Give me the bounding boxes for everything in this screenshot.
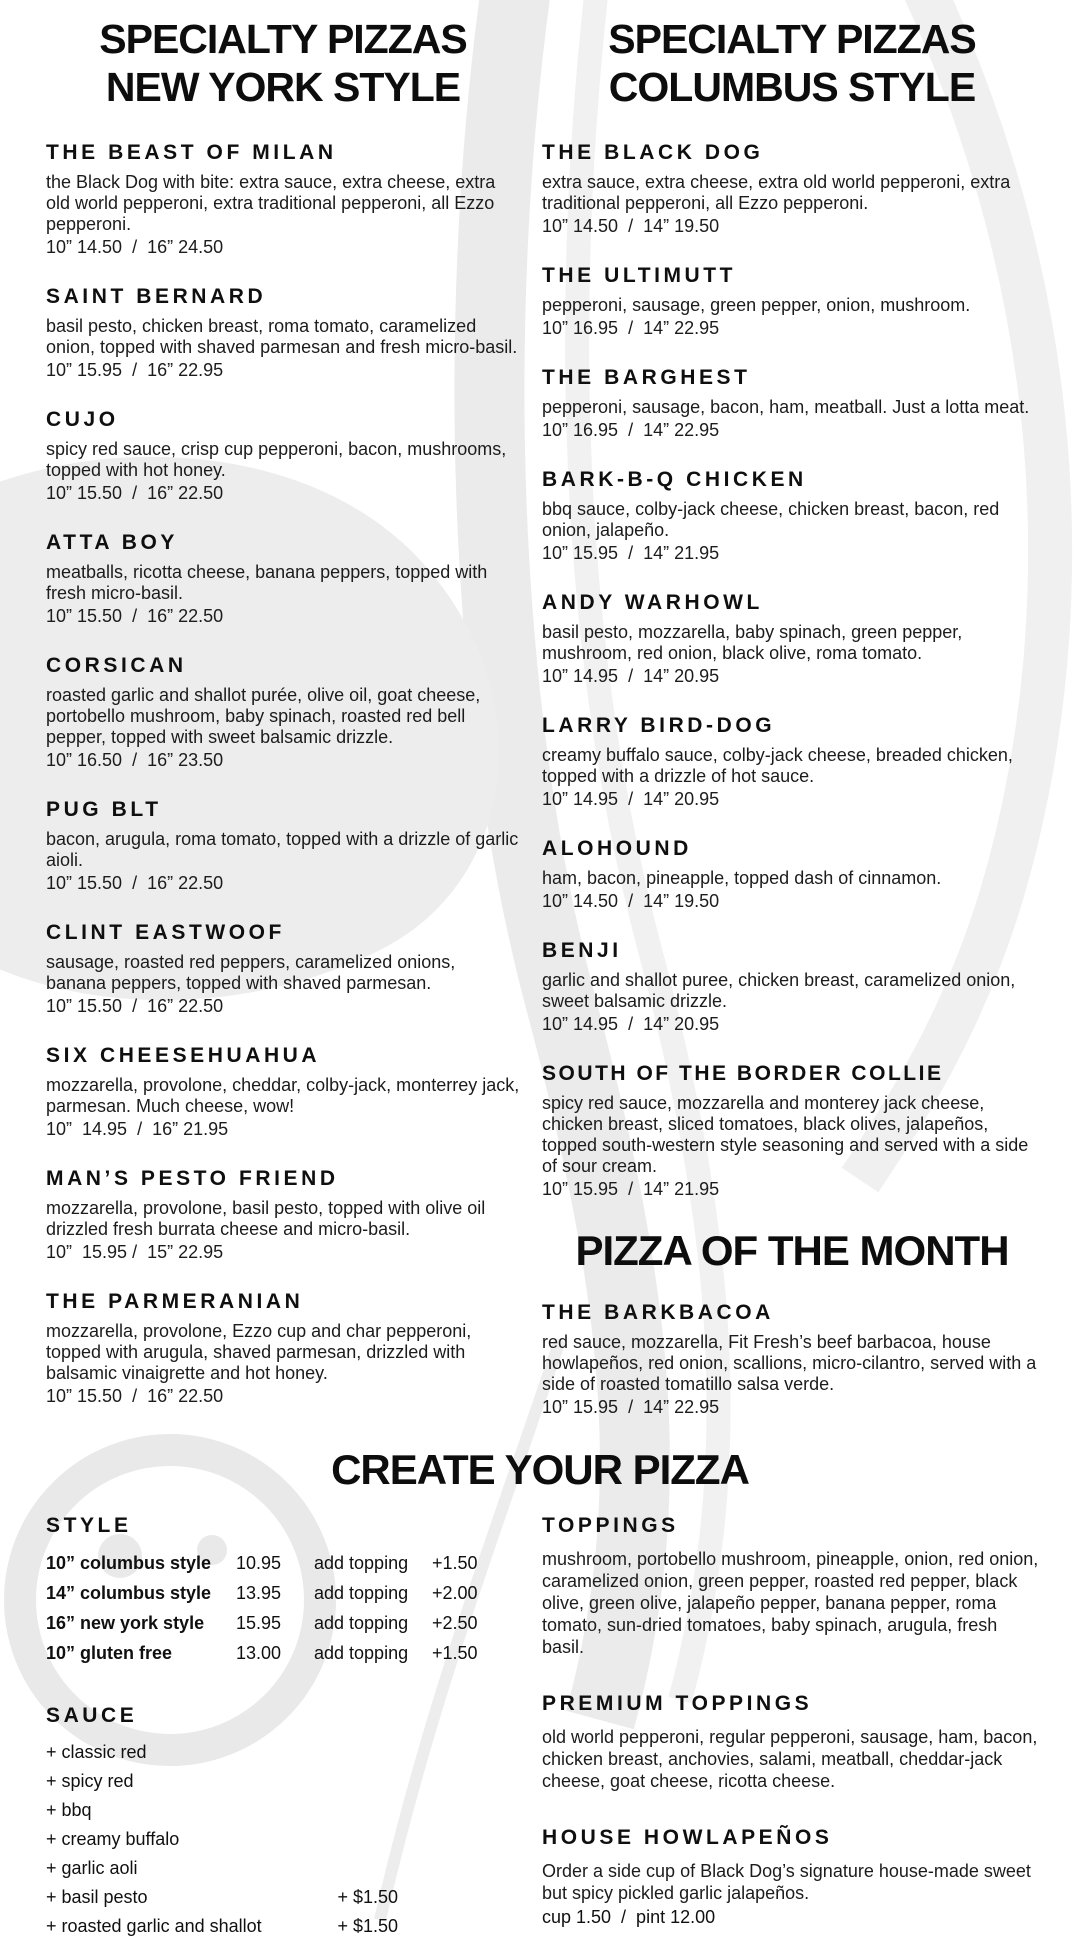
menu-item-name: THE BARGHEST (542, 366, 751, 390)
toppings-text: mushroom, portobello mushroom, pineapple, onion, red onion, caramelized onion, green pepper, roasted red pepper, black olive, green olive, jalapeño pepper, banana pepper, roma tomato, sun-dried tomatoes, baby spinach, arugula, fresh basil. (542, 1549, 1039, 1657)
menu-item-price: 10” 14.95 / 16” 21.95 (46, 1119, 229, 1140)
menu-item-price: 10” 14.50 / 16” 24.50 (46, 237, 224, 258)
menu-item (542, 1062, 1042, 1200)
menu-item-name: SAINT BERNARD (46, 285, 267, 309)
menu-item-price: 10” 14.50 / 14” 19.50 (542, 891, 720, 912)
new-york-title (46, 16, 520, 111)
menu-item (542, 714, 1042, 810)
sauce-label: + spicy red (46, 1771, 134, 1791)
style-add-topping-price: +1.50 (432, 1643, 478, 1663)
menu-item-description: extra sauce, extra cheese, extra old world pepperoni, extra traditional pepperoni, all Ezzo pepperoni. (542, 172, 1011, 214)
style-add-topping-price: +2.00 (432, 1583, 478, 1603)
menu-item-name: BARK-B-Q CHICKEN (542, 468, 807, 492)
menu-item-name: THE PARMERANIAN (46, 1290, 304, 1314)
menu-item-price: 10” 16.95 / 14” 22.95 (542, 318, 720, 339)
style-size-label: 10” gluten free (46, 1643, 173, 1663)
menu-item-price: 10” 15.50 / 16” 22.50 (46, 996, 224, 1017)
create-grid (0, 1514, 1080, 1941)
menu-item-description: red sauce, mozzarella, Fit Fresh’s beef barbacoa, house howlapeños, red onion, scallions, micro-cilantro, served with a side of roasted tomatillo salsa verde. (542, 1332, 1037, 1395)
menu-item-price: 10” 14.95 / 14” 20.95 (542, 1014, 720, 1035)
style-add-topping-price: +1.50 (432, 1553, 478, 1573)
menu-item (542, 264, 1042, 339)
sauce-row (46, 1854, 398, 1883)
house-howlapenos-text: Order a side cup of Black Dog’s signature house-made sweet but spicy pickled garlic jalapeños. (542, 1861, 1031, 1903)
style-add-topping-label: add topping (314, 1643, 409, 1663)
menu-item-description: bacon, arugula, roma tomato, topped with a drizzle of garlic aioli. (46, 829, 519, 871)
menu-item-name: PUG BLT (46, 798, 162, 822)
menu-item-price: 10” 15.50 / 16” 22.50 (46, 483, 224, 504)
sauce-label: + garlic aoli (46, 1858, 138, 1878)
menu-item-name: SIX CHEESEHUAHUA (46, 1044, 321, 1068)
sauce-label: + roasted garlic and shallot (46, 1916, 262, 1936)
columbus-title-line2: COLUMBUS STYLE (608, 63, 976, 110)
menu-item-description: ham, bacon, pineapple, topped dash of cinnamon. (542, 868, 942, 889)
menu-item (46, 141, 520, 258)
style-row (46, 1638, 516, 1668)
menu-item-name: THE BARKBACOA (542, 1301, 774, 1325)
create-your-pizza-section (0, 1446, 1080, 1941)
menu-item (542, 591, 1042, 687)
menu-item-description: meatballs, ricotta cheese, banana peppers, topped with fresh micro-basil. (46, 562, 488, 604)
style-price: 13.95 (236, 1583, 282, 1603)
menu-item (46, 1167, 520, 1263)
menu-item-price: 10” 14.50 / 14” 19.50 (542, 216, 720, 237)
new-york-items (46, 141, 520, 1407)
new-york-title-line2: NEW YORK STYLE (105, 63, 461, 110)
toppings-heading: TOPPINGS (542, 1514, 679, 1537)
house-howlapenos-block (542, 1826, 1042, 1928)
sauce-row (46, 1738, 398, 1767)
style-price: 10.95 (236, 1553, 282, 1573)
menu-item-description: basil pesto, mozzarella, baby spinach, green pepper, mushroom, red onion, black olive, roma tomato. (542, 622, 963, 664)
premium-toppings-block (542, 1692, 1042, 1792)
style-row (46, 1608, 516, 1638)
sauce-label: + creamy buffalo (46, 1829, 180, 1849)
menu-item-description: creamy buffalo sauce, colby-jack cheese, breaded chicken, topped with a drizzle of hot sauce. (542, 745, 1013, 787)
menu-item-name: SOUTH OF THE BORDER COLLIE (542, 1062, 944, 1086)
create-your-pizza-title: CREATE YOUR PIZZA (331, 1446, 749, 1493)
menu-item-description: pepperoni, sausage, green pepper, onion, mushroom. (542, 295, 971, 316)
menu-item (46, 654, 520, 771)
menu-item-description: mozzarella, provolone, Ezzo cup and char pepperoni, topped with arugula, shaved parmesan, drizzled with balsamic vinaigrette and hot honey. (46, 1321, 472, 1384)
menu-item-price: 10” 15.95 / 16” 22.95 (46, 360, 224, 381)
style-price: 15.95 (236, 1613, 282, 1633)
menu-item-price: 10” 16.95 / 14” 22.95 (542, 420, 720, 441)
style-price: 13.00 (236, 1643, 282, 1663)
menu-item-name: THE BEAST OF MILAN (46, 141, 337, 165)
sauce-label: + bbq (46, 1800, 92, 1820)
premium-toppings-heading: PREMIUM TOPPINGS (542, 1692, 813, 1715)
style-add-topping-price: +2.50 (432, 1613, 478, 1633)
menu-item (542, 1301, 1042, 1418)
menu-item (542, 837, 1042, 912)
style-size-label: 10” columbus style (46, 1553, 212, 1573)
style-size-label: 14” columbus style (46, 1583, 212, 1603)
menu-item-description: the Black Dog with bite: extra sauce, extra cheese, extra old world pepperoni, extra traditional pepperoni, all Ezzo pepperoni. (46, 172, 496, 235)
menu-item (46, 531, 520, 627)
menu-item-name: ATTA BOY (46, 531, 178, 555)
sauce-heading: SAUCE (46, 1704, 138, 1727)
sauce-block (46, 1704, 516, 1941)
menu-item-name: MAN’S PESTO FRIEND (46, 1167, 339, 1191)
menu-item-description: spicy red sauce, crisp cup pepperoni, bacon, mushrooms, topped with hot honey. (46, 439, 507, 481)
menu-item (46, 798, 520, 894)
menu-item (542, 468, 1042, 564)
new-york-column (46, 16, 520, 1434)
sauce-label: + classic red (46, 1742, 147, 1762)
menu-item-price: 10” 15.95 / 14” 21.95 (542, 543, 720, 564)
menu-item-price: 10” 15.50 / 16” 22.50 (46, 873, 224, 894)
columbus-title-line1: SPECIALTY PIZZAS (608, 16, 976, 62)
menu-item-price: 10” 15.95 / 14” 21.95 (542, 1179, 720, 1200)
create-right-cell (542, 1514, 1042, 1941)
menu-item (46, 285, 520, 381)
menu-item-name: LARRY BIRD-DOG (542, 714, 776, 738)
house-howlapenos-price: cup 1.50 / pint 12.00 (542, 1907, 716, 1927)
sauce-row (46, 1796, 398, 1825)
sauce-price: + $1.50 (337, 1887, 398, 1907)
menu-item-name: THE ULTIMUTT (542, 264, 737, 288)
pizza-of-the-month-title: PIZZA OF THE MONTH (575, 1227, 1009, 1275)
menu-item (542, 939, 1042, 1035)
menu-item-description: basil pesto, chicken breast, roma tomato, caramelized onion, topped with shaved parmesan and fresh micro-basil. (46, 316, 518, 358)
menu-item-description: spicy red sauce, mozzarella and monterey jack cheese, chicken breast, sliced tomatoes, black olives, jalapeños, topped south-western style seasoning and served with a side of sour cream. (542, 1093, 1029, 1177)
style-row (46, 1548, 516, 1578)
create-left-cell (46, 1514, 516, 1941)
menu-item (46, 1044, 520, 1140)
sauce-label: + basil pesto (46, 1887, 148, 1907)
sauce-row (46, 1825, 398, 1854)
menu-item-description: sausage, roasted red peppers, caramelized onions, banana peppers, topped with shaved parmesan. (46, 952, 456, 994)
sauce-price: + $1.50 (337, 1916, 398, 1936)
menu-item-name: THE BLACK DOG (542, 141, 764, 165)
menu-item-description: garlic and shallot puree, chicken breast, caramelized onion, sweet balsamic drizzle. (542, 970, 1016, 1012)
menu-item-description: roasted garlic and shallot purée, olive oil, goat cheese, portobello mushroom, baby spinach, roasted red bell pepper, topped with sweet balsamic drizzle. (46, 685, 481, 748)
pizza-of-the-month-items (542, 1301, 1042, 1418)
menu-item-name: CORSICAN (46, 654, 187, 678)
menu-item-name: CUJO (46, 408, 119, 432)
style-row (46, 1578, 516, 1608)
style-add-topping-label: add topping (314, 1583, 409, 1603)
menu-item-name: ALOHOUND (542, 837, 692, 861)
style-add-topping-label: add topping (314, 1613, 409, 1633)
style-heading: STYLE (46, 1514, 132, 1537)
style-add-topping-label: add topping (314, 1553, 409, 1573)
menu-item-price: 10” 14.95 / 14” 20.95 (542, 789, 720, 810)
menu-item-price: 10” 15.95 / 14” 22.95 (542, 1397, 720, 1418)
house-howlapenos-heading: HOUSE HOWLAPEÑOS (542, 1826, 833, 1849)
menu-item-price: 10” 16.50 / 16” 23.50 (46, 750, 224, 771)
sauce-rows (46, 1738, 516, 1941)
style-size-label: 16” new york style (46, 1613, 205, 1633)
menu-item (46, 408, 520, 504)
menu-item-description: pepperoni, sausage, bacon, ham, meatball. Just a lotta meat. (542, 397, 1030, 418)
menu-item-name: BENJI (542, 939, 622, 963)
menu-item-price: 10” 15.50 / 16” 22.50 (46, 606, 224, 627)
columbus-items (542, 141, 1042, 1200)
sauce-row (46, 1912, 398, 1941)
menu-item-name: ANDY WARHOWL (542, 591, 763, 615)
menu-item (542, 366, 1042, 441)
menu-item (542, 141, 1042, 237)
menu-item-description: mozzarella, provolone, cheddar, colby-jack, monterrey jack, parmesan. Much cheese, wow! (46, 1075, 520, 1117)
columbus-title (542, 16, 1042, 111)
sauce-row (46, 1767, 398, 1796)
menu-item (46, 921, 520, 1017)
menu-item-name: CLINT EASTWOOF (46, 921, 285, 945)
menu-item (46, 1290, 520, 1407)
sauce-row (46, 1883, 398, 1912)
columbus-column (542, 16, 1042, 1445)
menu-item-description: mozzarella, provolone, basil pesto, topped with olive oil drizzled fresh burrata cheese and micro-basil. (46, 1198, 486, 1240)
style-rows (46, 1548, 516, 1668)
menu-item-price: 10” 15.50 / 16” 22.50 (46, 1386, 224, 1407)
menu-item-price: 10” 14.95 / 14” 20.95 (542, 666, 720, 687)
new-york-title-line1: SPECIALTY PIZZAS (99, 16, 467, 62)
menu-item-description: bbq sauce, colby-jack cheese, chicken breast, bacon, red onion, jalapeño. (542, 499, 1000, 541)
premium-toppings-text: old world pepperoni, regular pepperoni, sausage, ham, bacon, chicken breast, anchovies, salami, meatball, cheddar-jack cheese, goat cheese, ricotta cheese. (542, 1727, 1038, 1791)
menu-item-price: 10” 15.95 / 15” 22.95 (46, 1242, 224, 1263)
